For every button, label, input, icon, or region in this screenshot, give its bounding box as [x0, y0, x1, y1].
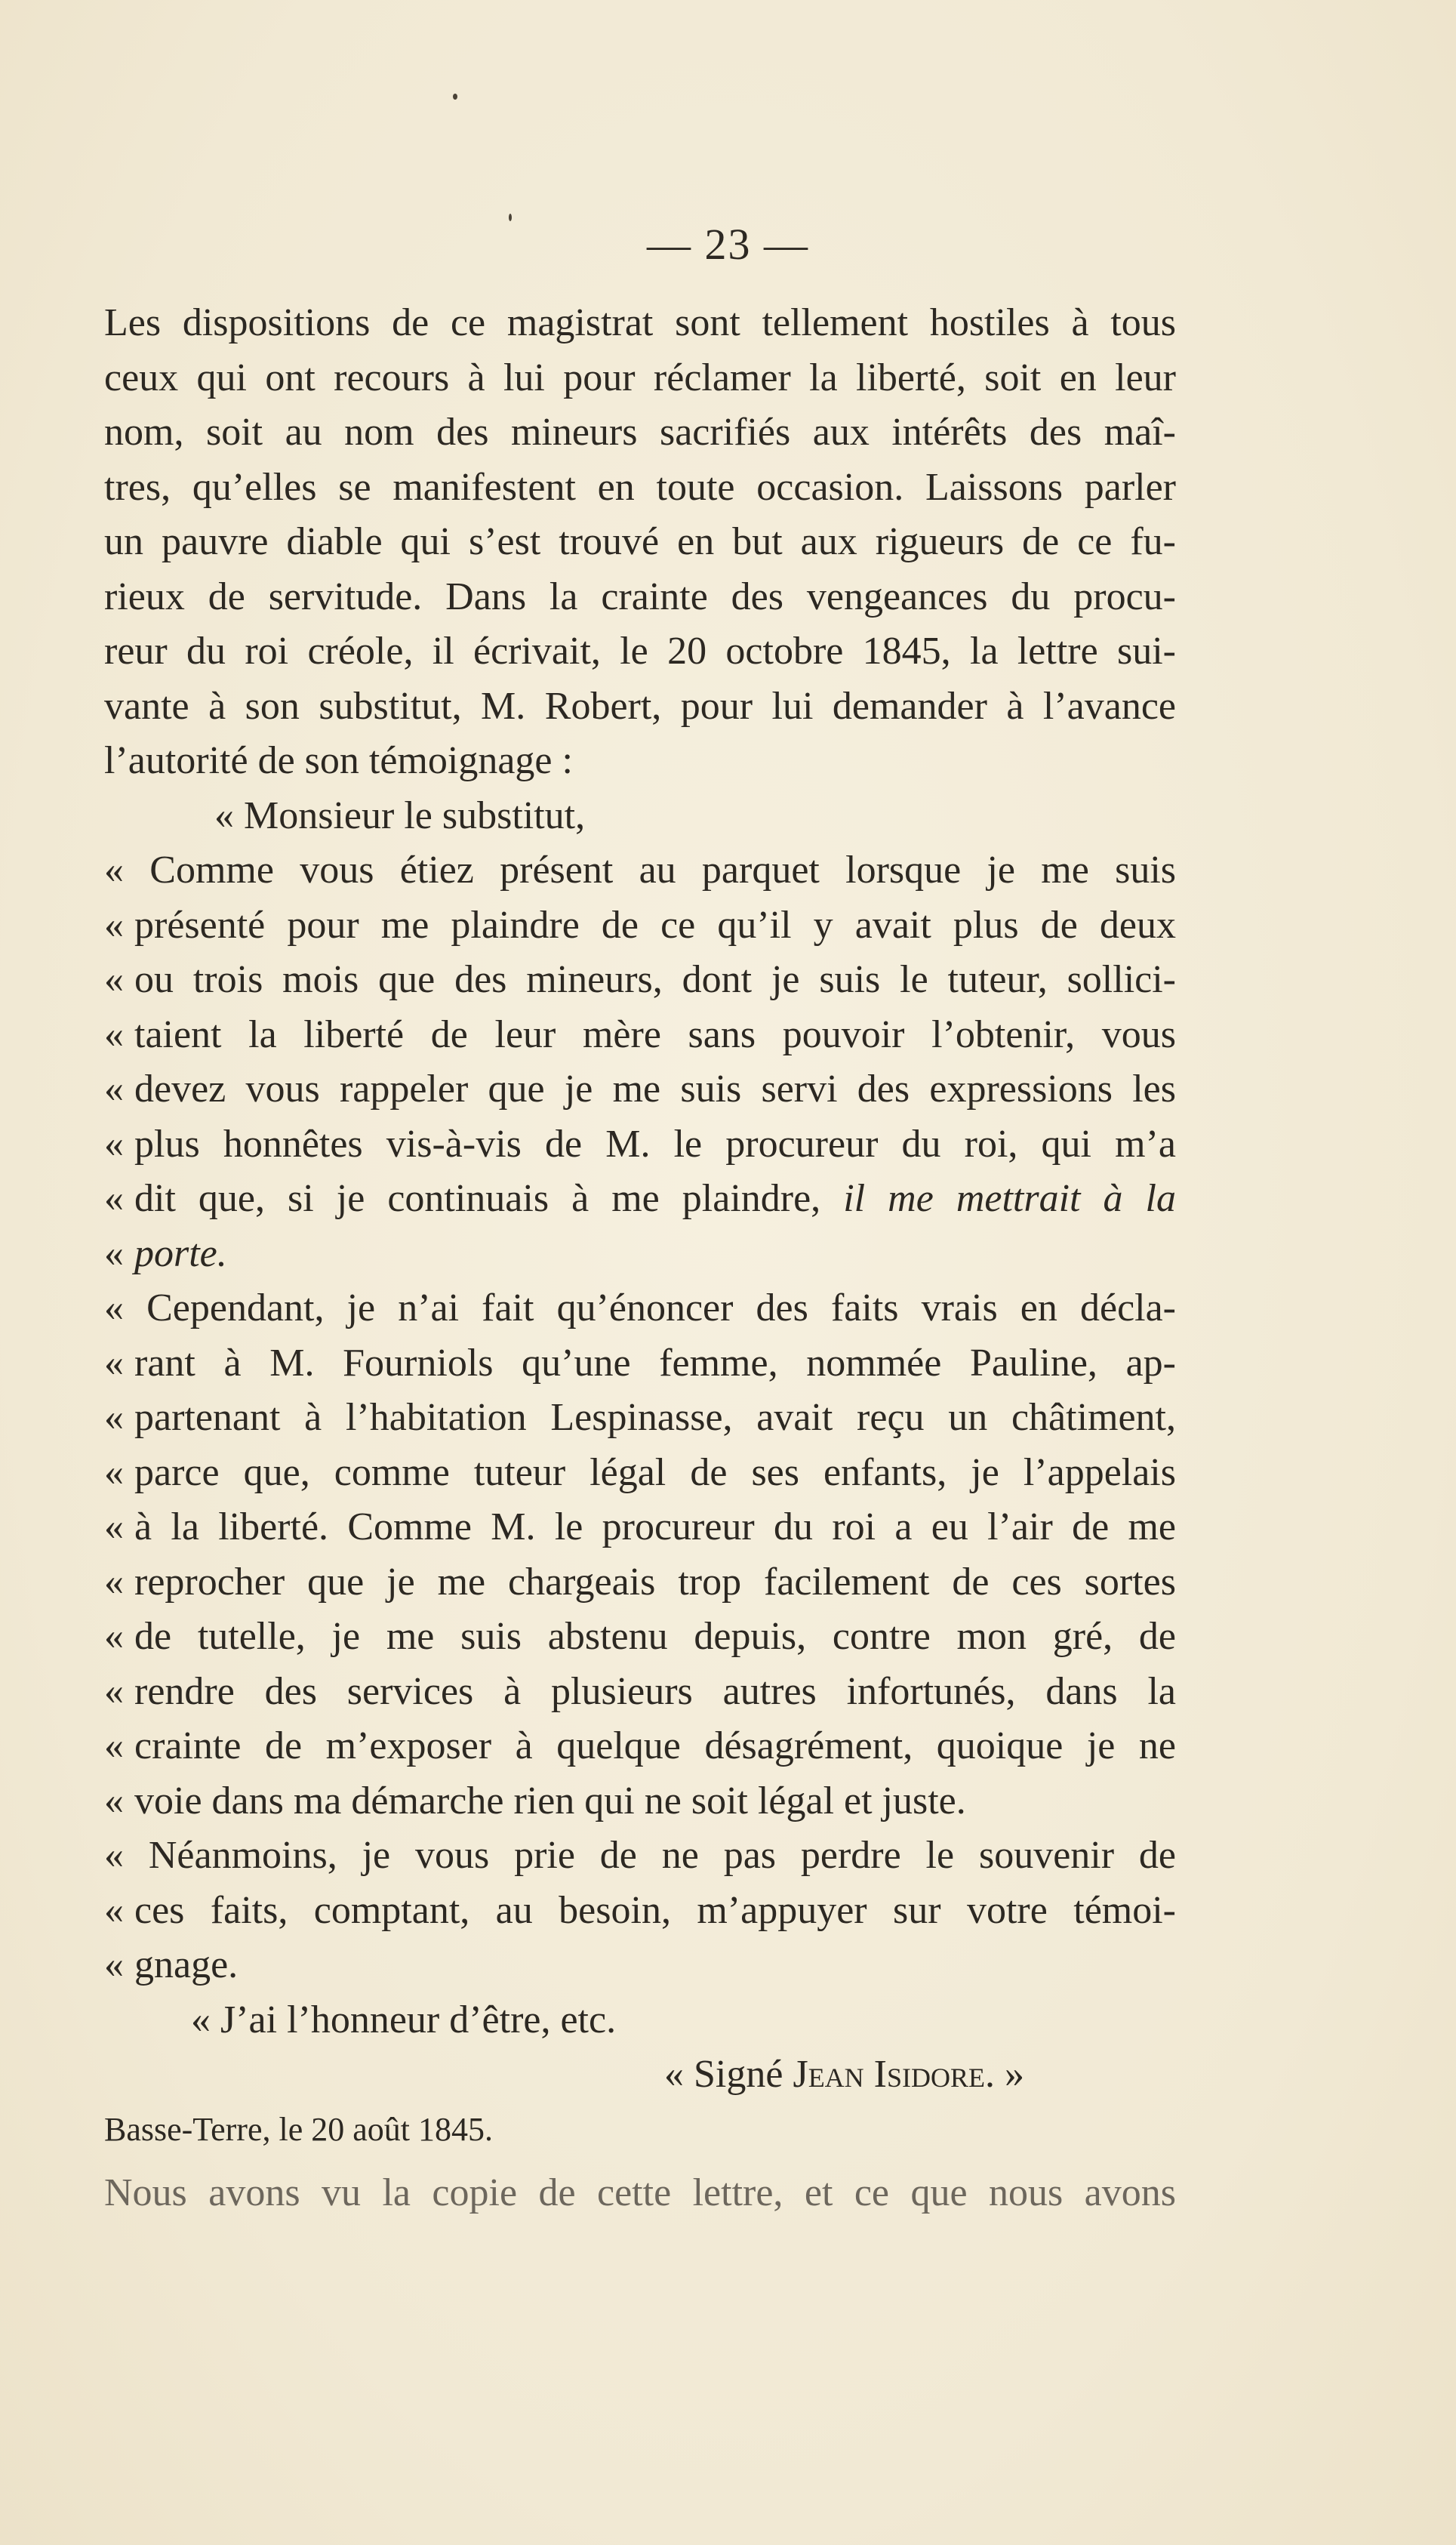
- letter-line: « dit que, si je continuais à me plaindre, il me mettrait à la: [104, 1177, 1177, 1220]
- text-line: ceux qui ont recours à lui pour réclamer la liberté, soit en leur: [104, 356, 1176, 399]
- text-line: Nous avons vu la copie de cette lettre, et ce que nous avons: [104, 2171, 1176, 2214]
- letter-line: « taient la liberté de leur mère sans pouvoir l’obtenir, vous: [104, 1012, 1176, 1056]
- letter-line: « présenté pour me plaindre de ce qu’il y avait plus de deux: [104, 903, 1176, 947]
- letter-line: « plus honnêtes vis-à-vis de M. le procureur du roi, qui m’a: [104, 1122, 1176, 1166]
- text-line: reur du roi créole, il écrivait, le 20 octobre 1845, la lettre sui-: [104, 630, 1176, 673]
- letter-line: « porte.: [104, 1231, 227, 1275]
- letter-line: « rant à M. Fourniols qu’une femme, nommée Pauline, ap-: [104, 1341, 1176, 1385]
- letter-line: « Cependant, je n’ai fait qu’énoncer des faits vrais en décla-: [104, 1286, 1176, 1330]
- letter-line: « reprocher que je me chargeais trop facilement de ces sortes: [104, 1560, 1176, 1604]
- text-line: nom, soit au nom des mineurs sacrifiés aux intérêts des maî-: [104, 411, 1176, 454]
- letter-line: « Néanmoins, je vous prie de ne pas perdre le souvenir de: [104, 1834, 1176, 1877]
- text-line: l’autorité de son témoignage :: [104, 739, 573, 782]
- letter-line: « Comme vous étiez présent au parquet lorsque je me suis: [104, 849, 1176, 892]
- letter-salutation: « Monsieur le substitut,: [214, 793, 586, 837]
- letter-signature: « Signé Jean Isidore. »: [664, 2053, 1024, 2096]
- letter-line: « de tutelle, je me suis abstenu depuis, contre mon gré, de: [104, 1615, 1176, 1658]
- letter-line: « devez vous rappeler que je me suis servi des expressions les: [104, 1068, 1176, 1111]
- letter-line: « partenant à l’habitation Lespinasse, avait reçu un châtiment,: [104, 1396, 1176, 1439]
- letter-line: « ou trois mois que des mineurs, dont je suis le tuteur, sollici-: [104, 958, 1176, 1001]
- body-text: [104, 296, 1176, 2221]
- letter-line: « ces faits, comptant, au besoin, m’appuyer sur votre témoi-: [104, 1888, 1176, 1932]
- text-line: un pauvre diable qui s’est trouvé en but aux rigueurs de ce fu-: [104, 520, 1176, 563]
- letter-dateline: Basse-Terre, le 20 août 1845.: [104, 2110, 493, 2148]
- page-number: — 23 —: [647, 220, 809, 269]
- letter-line: « voie dans ma démarche rien qui ne soit légal et juste.: [104, 1779, 966, 1822]
- text-line: Les dispositions de ce magistrat sont tellement hostiles à tous: [104, 301, 1176, 344]
- letter-line: « à la liberté. Comme M. le procureur du roi a eu l’air de me: [104, 1505, 1176, 1548]
- text-line: vante à son substitut, M. Robert, pour lui demander à l’avance: [104, 684, 1176, 728]
- letter-line: « parce que, comme tuteur légal de ses enfants, je l’appelais: [104, 1450, 1176, 1494]
- letter-line: « gnage.: [104, 1943, 239, 1986]
- letter-closing: « J’ai l’honneur d’être, etc.: [191, 1998, 617, 2041]
- text-line: rieux de servitude. Dans la crainte des vengeances du procu-: [104, 575, 1176, 618]
- letter-line: « crainte de m’exposer à quelque désagrément, quoique je ne: [104, 1724, 1176, 1767]
- ink-speck: [453, 94, 457, 100]
- text-line: tres, qu’elles se manifestent en toute occasion. Laissons parler: [104, 465, 1176, 509]
- letter-line: « rendre des services à plusieurs autres infortunés, dans la: [104, 1669, 1176, 1713]
